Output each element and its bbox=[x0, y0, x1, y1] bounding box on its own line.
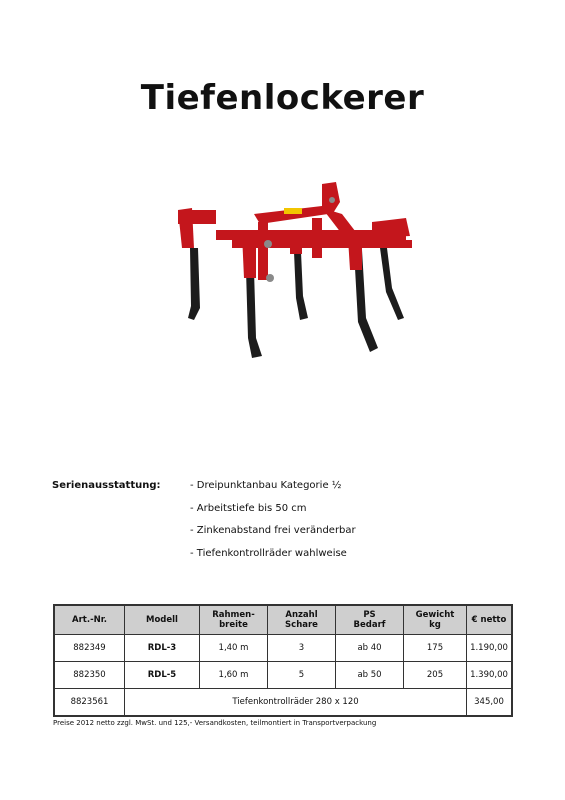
cell-schare: 5 bbox=[268, 662, 336, 689]
header-rahmenbreite-line1: Rahmen- bbox=[212, 610, 255, 620]
header-ps-line2: Bedarf bbox=[353, 620, 386, 630]
cell-ps: ab 50 bbox=[336, 662, 404, 689]
header-ps-line1: PS bbox=[363, 610, 376, 620]
header-ps-bedarf bbox=[336, 605, 404, 635]
cell-art-nr: 8823561 bbox=[54, 689, 125, 717]
cell-ps: ab 40 bbox=[336, 635, 404, 662]
header-modell: Modell bbox=[125, 605, 200, 635]
header-anzahl-line2: Schare bbox=[285, 620, 318, 630]
cell-rahmenbreite: 1,40 m bbox=[200, 635, 268, 662]
cell-rahmenbreite: 1,60 m bbox=[200, 662, 268, 689]
header-anzahl-line1: Anzahl bbox=[285, 610, 318, 620]
header-art-nr: Art.-Nr. bbox=[54, 605, 125, 635]
header-netto: € netto bbox=[467, 605, 513, 635]
specs-label: Serienausstattung: bbox=[52, 480, 161, 491]
spec-item: - Arbeitstiefe bis 50 cm bbox=[190, 502, 307, 514]
page-title: Tiefenlockerer bbox=[140, 78, 425, 118]
cell-art-nr: 882349 bbox=[54, 635, 125, 662]
spec-item: - Zinkenabstand frei veränderbar bbox=[190, 525, 356, 536]
header-rahmenbreite-line2: breite bbox=[219, 620, 248, 630]
footer-note: Preise 2012 netto zzgl. MwSt. und 125,- Versandkosten, teilmontiert in Transportverpackung bbox=[53, 719, 377, 727]
header-anzahl-schare bbox=[268, 605, 336, 635]
header-gewicht-line2: kg bbox=[429, 620, 441, 630]
cell-netto: 1.390,00 bbox=[467, 662, 513, 689]
cell-accessory-description: Tiefenkontrollräder 280 x 120 bbox=[125, 689, 467, 717]
spec-item: - Tiefenkontrollräder wahlweise bbox=[190, 547, 347, 559]
specs-list bbox=[190, 480, 356, 570]
table-row bbox=[54, 635, 512, 662]
cell-modell: RDL-3 bbox=[125, 635, 200, 662]
header-gewicht bbox=[404, 605, 467, 635]
table-header-row bbox=[54, 605, 512, 635]
cell-netto: 345,00 bbox=[467, 689, 513, 717]
cell-art-nr: 882350 bbox=[54, 662, 125, 689]
spec-item: - Dreipunktanbau Kategorie ½ bbox=[190, 480, 342, 491]
table-row bbox=[54, 662, 512, 689]
cell-modell: RDL-5 bbox=[125, 662, 200, 689]
cell-gewicht: 175 bbox=[404, 635, 467, 662]
cell-schare: 3 bbox=[268, 635, 336, 662]
header-rahmenbreite bbox=[200, 605, 268, 635]
cell-gewicht: 205 bbox=[404, 662, 467, 689]
subsoiler-implement-image bbox=[172, 178, 420, 362]
cell-netto: 1.190,00 bbox=[467, 635, 513, 662]
header-gewicht-line1: Gewicht bbox=[415, 610, 455, 620]
table-row-accessory bbox=[54, 689, 512, 717]
price-table bbox=[53, 604, 513, 717]
